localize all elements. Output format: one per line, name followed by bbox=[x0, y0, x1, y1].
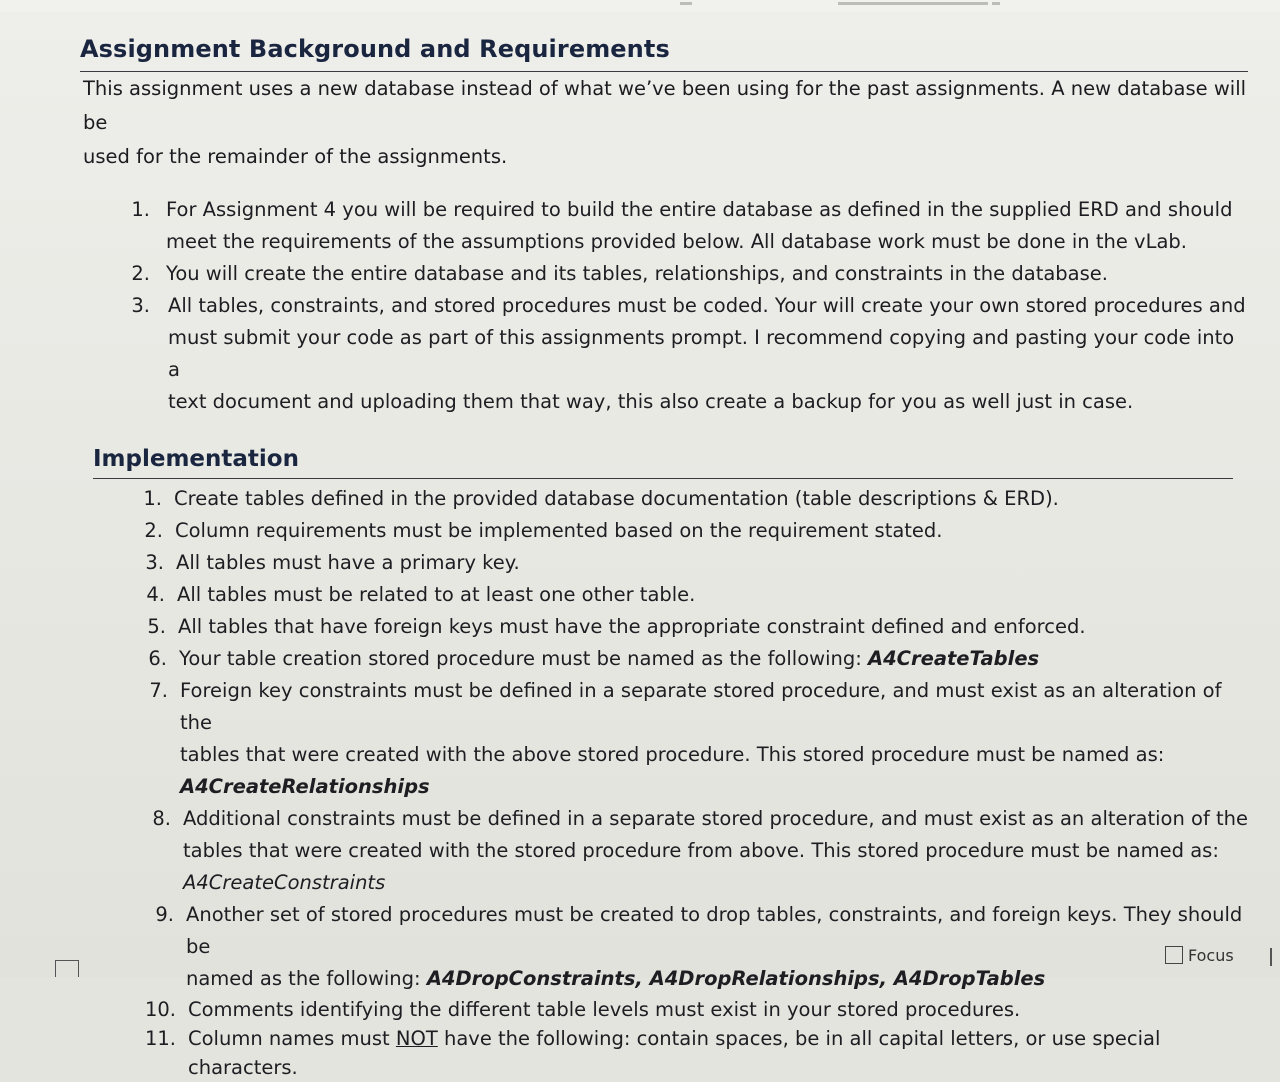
list-number: 9. bbox=[155, 903, 174, 926]
list-number: 5. bbox=[147, 615, 166, 638]
section-heading-implementation: Implementation bbox=[93, 446, 299, 472]
list-text: All tables that have foreign keys must have the appropriate constraint defined and enforced. bbox=[178, 615, 1086, 638]
intro-paragraph bbox=[83, 72, 1250, 174]
list-number: 1. bbox=[143, 487, 162, 510]
focus-icon bbox=[1165, 946, 1183, 964]
focus-button[interactable] bbox=[1165, 946, 1234, 965]
list-number: 2. bbox=[144, 519, 163, 542]
list-text: must submit your code as part of this assignments prompt. I recommend copying and pasting your code into a bbox=[168, 326, 1235, 381]
list-number: 10. bbox=[144, 998, 176, 1021]
list-number: 3. bbox=[145, 551, 164, 574]
list-number: 1. bbox=[131, 198, 150, 221]
list-item bbox=[116, 290, 1250, 418]
list-text: meet the requirements of the assumptions provided below. All database work must be done in the vLab. bbox=[166, 230, 1187, 253]
list-number: 3. bbox=[131, 294, 150, 317]
list-text: Additional constraints must be defined in a separate stored procedure, and must exist as an alteration of the bbox=[183, 807, 1249, 830]
implementation-list bbox=[128, 483, 1250, 1082]
list-number: 4. bbox=[146, 583, 165, 606]
list-text: Foreign key constraints must be defined in a separate stored procedure, and must exist as an alteration of the bbox=[180, 679, 1222, 734]
list-item bbox=[128, 483, 1250, 515]
procedure-name: A4CreateRelationships bbox=[180, 775, 430, 798]
requirements-list bbox=[116, 194, 1250, 418]
list-item bbox=[128, 611, 1250, 643]
list-number: 2. bbox=[131, 262, 150, 285]
procedure-name: A4CreateConstraints bbox=[183, 871, 386, 894]
list-item bbox=[128, 995, 1250, 1024]
list-text: text document and uploading them that way, this also create a backup for you as well just in case. bbox=[168, 390, 1134, 413]
list-text: You will create the entire database and its tables, relationships, and constraints in the database. bbox=[166, 262, 1108, 285]
list-item bbox=[128, 643, 1250, 675]
intro-line-1: This assignment uses a new database instead of what we’ve been using for the past assignments. A new database will be bbox=[83, 77, 1247, 134]
status-bar-edge-icon bbox=[1270, 948, 1280, 966]
list-item bbox=[128, 579, 1250, 611]
list-text: Another set of stored procedures must be created to drop tables, constraints, and foreign keys. They should be bbox=[186, 903, 1243, 958]
window-top-edge bbox=[0, 0, 1280, 12]
list-number: 11. bbox=[144, 1027, 176, 1050]
list-item bbox=[128, 675, 1250, 803]
list-text: All tables must have a primary key. bbox=[176, 551, 520, 574]
list-item bbox=[128, 899, 1250, 995]
list-text: tables that were created with the above stored procedure. This stored procedure must be named as: bbox=[180, 743, 1165, 766]
list-text: All tables must be related to at least one other table. bbox=[177, 583, 696, 606]
list-text: Create tables defined in the provided database documentation (table descriptions & ERD). bbox=[174, 487, 1059, 510]
list-text: Column names must bbox=[188, 1027, 396, 1050]
list-item bbox=[116, 194, 1250, 258]
list-item bbox=[128, 515, 1250, 547]
list-text: Your table creation stored procedure must be named as the following: bbox=[179, 647, 869, 670]
list-text: Column requirements must be implemented based on the requirement stated. bbox=[175, 519, 943, 542]
reader-mode-icon[interactable] bbox=[55, 960, 79, 977]
focus-label: Focus bbox=[1188, 946, 1234, 965]
list-text: Comments identifying the different table levels must exist in your stored procedures. bbox=[188, 998, 1021, 1021]
list-text: tables that were created with the stored procedure from above. This stored procedure must be named as: bbox=[183, 839, 1219, 862]
list-text: have the following: contain spaces, be in all capital letters, or use special characters. bbox=[188, 1027, 1161, 1079]
list-item bbox=[128, 547, 1250, 579]
list-number: 8. bbox=[152, 807, 171, 830]
emphasis-not: NOT bbox=[395, 1027, 438, 1050]
section-heading-background: Assignment Background and Requirements bbox=[80, 35, 670, 63]
intro-line-2: used for the remainder of the assignments. bbox=[83, 145, 508, 168]
procedure-names: A4DropConstraints, A4DropRelationships, A4DropTables bbox=[426, 967, 1046, 990]
document-body bbox=[80, 30, 1250, 1082]
list-item bbox=[116, 258, 1250, 290]
list-number: 6. bbox=[148, 647, 167, 670]
procedure-name: A4CreateTables bbox=[868, 647, 1040, 670]
list-item bbox=[128, 803, 1250, 899]
list-text: named as the following: bbox=[186, 967, 427, 990]
list-text: For Assignment 4 you will be required to build the entire database as defined in the supplied ERD and should bbox=[166, 198, 1233, 221]
heading-rule bbox=[93, 478, 1233, 479]
list-number: 7. bbox=[149, 679, 168, 702]
list-text: All tables, constraints, and stored procedures must be coded. Your will create your own stored procedures and bbox=[168, 294, 1246, 317]
list-item bbox=[128, 1024, 1250, 1082]
